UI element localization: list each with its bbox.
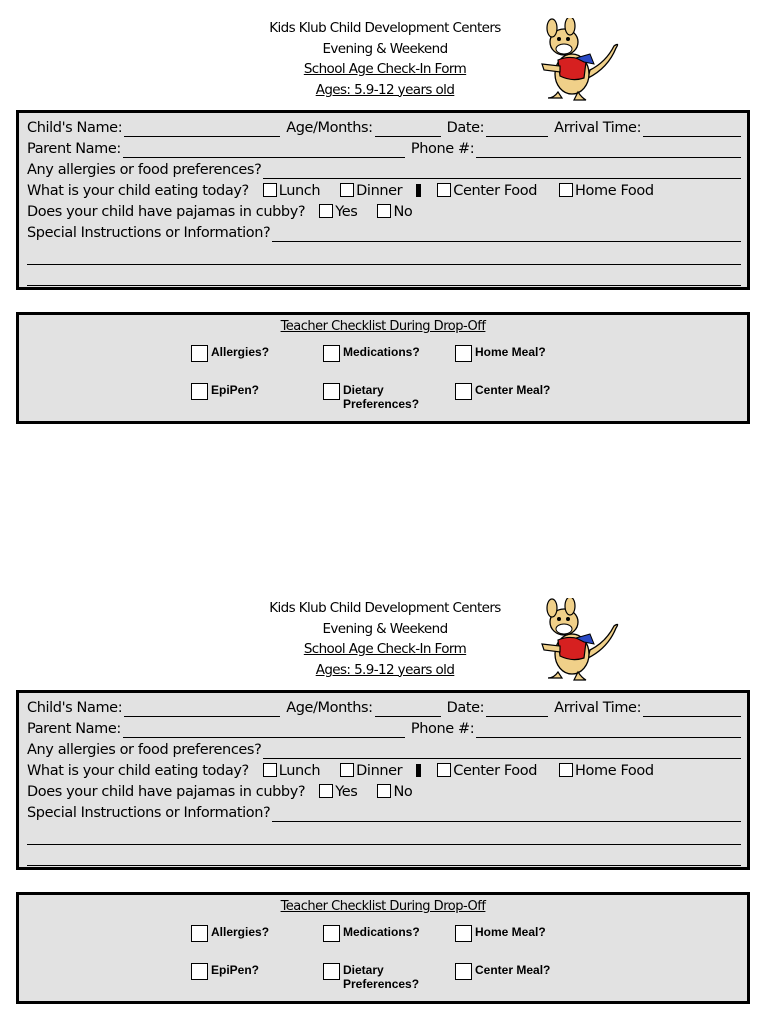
date-label: Date:	[446, 700, 485, 716]
lunch-checkbox[interactable]	[263, 763, 277, 777]
allergies-field[interactable]	[263, 162, 741, 179]
checklist-dietary[interactable]	[323, 963, 443, 991]
parent-name-label: Parent Name:	[27, 141, 121, 157]
checklist-epipen-label: EpiPen?	[211, 963, 260, 977]
checkbox[interactable]	[455, 925, 472, 942]
phone-label: Phone #:	[410, 141, 475, 157]
home-food-label: Home Food	[575, 183, 654, 199]
allergies-field[interactable]	[263, 742, 741, 759]
checklist-home-meal[interactable]	[455, 925, 546, 942]
checklist-center-meal[interactable]	[455, 383, 550, 400]
center-food-checkbox[interactable]	[437, 763, 451, 777]
checklist-allergies[interactable]	[191, 925, 269, 942]
checkbox[interactable]	[191, 963, 208, 980]
kangaroo-mascot-icon	[528, 18, 624, 102]
checkbox[interactable]	[323, 383, 340, 400]
teacher-checklist-box	[16, 892, 750, 1004]
date-field[interactable]	[486, 120, 548, 137]
checklist-medications[interactable]	[323, 345, 420, 362]
childs-name-field[interactable]	[124, 120, 280, 137]
date-label: Date:	[446, 120, 485, 136]
checklist-dietary-label: Dietary Preferences?	[343, 963, 420, 991]
phone-label: Phone #:	[410, 721, 475, 737]
parent-info-box	[16, 690, 750, 870]
teacher-checklist-box	[16, 312, 750, 424]
checklist-medications-label: Medications?	[343, 925, 420, 939]
checklist-dietary[interactable]	[323, 383, 443, 411]
checklist-title: Teacher Checklist During Drop-Off	[280, 899, 486, 914]
parent-name-field[interactable]	[123, 721, 405, 738]
checklist-home-meal-label: Home Meal?	[475, 345, 546, 359]
childs-name-label: Child's Name:	[27, 120, 123, 136]
pajamas-no-checkbox[interactable]	[377, 784, 391, 798]
checklist-allergies-label: Allergies?	[211, 925, 270, 939]
instructions-line[interactable]	[27, 844, 741, 845]
program-name: Evening & Weekend	[322, 620, 448, 637]
checklist-title: Teacher Checklist During Drop-Off	[280, 319, 486, 334]
center-name: Kids Klub Child Development Centers	[269, 20, 501, 36]
checkbox[interactable]	[455, 345, 472, 362]
lunch-label: Lunch	[278, 183, 321, 199]
home-food-label: Home Food	[575, 763, 654, 779]
instructions-line[interactable]	[27, 865, 741, 866]
center-food-label: Center Food	[453, 183, 538, 199]
pajamas-yes-checkbox[interactable]	[319, 784, 333, 798]
date-field[interactable]	[486, 700, 548, 717]
divider-bar	[416, 184, 421, 197]
checklist-dietary-label: Dietary Preferences?	[343, 383, 420, 411]
form-header	[230, 18, 540, 100]
checklist-epipen[interactable]	[191, 963, 259, 980]
center-food-checkbox[interactable]	[437, 183, 451, 197]
form-title: School Age Check-In Form	[303, 641, 467, 657]
age-months-field[interactable]	[375, 700, 441, 717]
parent-info-box	[16, 110, 750, 290]
pajamas-yes-checkbox[interactable]	[319, 204, 333, 218]
special-instructions-field[interactable]	[272, 225, 741, 242]
checkbox[interactable]	[191, 345, 208, 362]
age-months-label: Age/Months:	[286, 700, 373, 716]
phone-field[interactable]	[476, 721, 741, 738]
special-instructions-label: Special Instructions or Information?	[27, 805, 271, 821]
lunch-checkbox[interactable]	[263, 183, 277, 197]
home-food-checkbox[interactable]	[559, 183, 573, 197]
checkbox[interactable]	[191, 925, 208, 942]
center-food-label: Center Food	[453, 763, 538, 779]
checklist-center-meal[interactable]	[455, 963, 550, 980]
center-name: Kids Klub Child Development Centers	[269, 600, 501, 616]
instructions-line[interactable]	[27, 264, 741, 265]
pajamas-question-label: Does your child have pajamas in cubby?	[27, 784, 306, 800]
age-months-label: Age/Months:	[286, 120, 373, 136]
allergies-label: Any allergies or food preferences?	[27, 742, 262, 758]
checkbox[interactable]	[323, 925, 340, 942]
age-range: Ages: 5.9-12 years old	[315, 661, 455, 678]
program-name: Evening & Weekend	[322, 40, 448, 57]
pajamas-yes-label: Yes	[335, 784, 358, 800]
dinner-label: Dinner	[356, 183, 403, 199]
dinner-checkbox[interactable]	[340, 763, 354, 777]
checkbox[interactable]	[323, 345, 340, 362]
home-food-checkbox[interactable]	[559, 763, 573, 777]
checkbox[interactable]	[455, 383, 472, 400]
special-instructions-field[interactable]	[272, 805, 741, 822]
age-range: Ages: 5.9-12 years old	[315, 81, 455, 98]
checklist-home-meal-label: Home Meal?	[475, 925, 546, 939]
checklist-epipen[interactable]	[191, 383, 259, 400]
dinner-label: Dinner	[356, 763, 403, 779]
childs-name-field[interactable]	[124, 700, 280, 717]
pajamas-no-label: No	[393, 204, 413, 220]
arrival-time-field[interactable]	[643, 700, 741, 717]
parent-name-field[interactable]	[123, 141, 405, 158]
checklist-medications-label: Medications?	[343, 345, 420, 359]
arrival-time-field[interactable]	[643, 120, 741, 137]
checkbox[interactable]	[323, 963, 340, 980]
checklist-center-meal-label: Center Meal?	[475, 383, 551, 397]
checklist-epipen-label: EpiPen?	[211, 383, 260, 397]
checklist-center-meal-label: Center Meal?	[475, 963, 551, 977]
pajamas-no-checkbox[interactable]	[377, 204, 391, 218]
special-instructions-label: Special Instructions or Information?	[27, 225, 271, 241]
form-title: School Age Check-In Form	[303, 61, 467, 77]
eating-question-label: What is your child eating today?	[27, 763, 249, 779]
lunch-label: Lunch	[278, 763, 321, 779]
age-months-field[interactable]	[375, 120, 441, 137]
form-header	[230, 598, 540, 680]
eating-question-label: What is your child eating today?	[27, 183, 249, 199]
arrival-time-label: Arrival Time:	[554, 700, 642, 716]
pajamas-no-label: No	[393, 784, 413, 800]
allergies-label: Any allergies or food preferences?	[27, 162, 262, 178]
parent-name-label: Parent Name:	[27, 721, 121, 737]
checkbox[interactable]	[191, 383, 208, 400]
dinner-checkbox[interactable]	[340, 183, 354, 197]
kangaroo-mascot-icon	[528, 598, 624, 682]
checkbox[interactable]	[455, 963, 472, 980]
checklist-allergies[interactable]	[191, 345, 269, 362]
checklist-home-meal[interactable]	[455, 345, 546, 362]
divider-bar	[416, 764, 421, 777]
checklist-medications[interactable]	[323, 925, 420, 942]
arrival-time-label: Arrival Time:	[554, 120, 642, 136]
phone-field[interactable]	[476, 141, 741, 158]
childs-name-label: Child's Name:	[27, 700, 123, 716]
instructions-line[interactable]	[27, 285, 741, 286]
checklist-allergies-label: Allergies?	[211, 345, 270, 359]
pajamas-question-label: Does your child have pajamas in cubby?	[27, 204, 306, 220]
pajamas-yes-label: Yes	[335, 204, 358, 220]
